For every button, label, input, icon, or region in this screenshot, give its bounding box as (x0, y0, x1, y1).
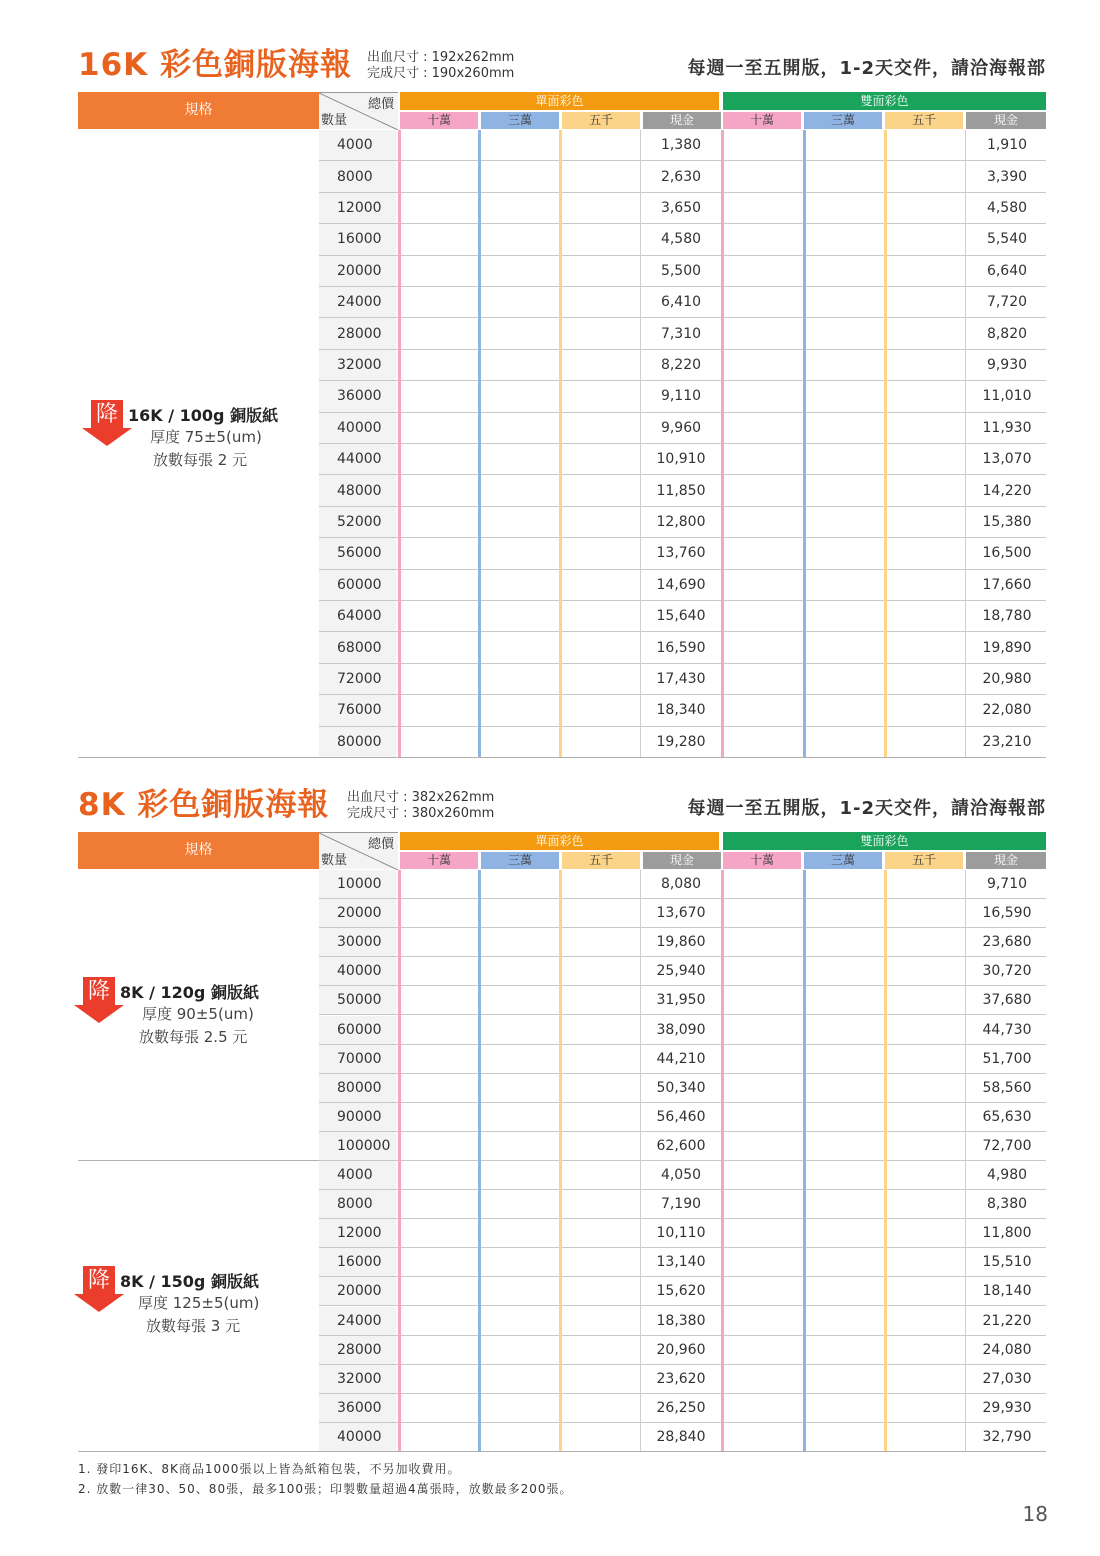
quantity-cell: 20000 (319, 899, 396, 927)
page-number: 18 (1022, 1502, 1048, 1526)
table-row (319, 1219, 1046, 1248)
quantity-cell: 76000 (319, 695, 396, 725)
quantity-cell: 10000 (319, 870, 396, 898)
payment-column-header: 現金 (643, 112, 721, 129)
quantity-cell: 12000 (319, 1219, 396, 1247)
double-cash-price: 58,560 (982, 1079, 1032, 1096)
column-divider (721, 130, 724, 758)
payment-column-header: 現金 (966, 852, 1046, 869)
quantity-cell: 68000 (319, 632, 396, 662)
single-cash-price: 6,410 (660, 294, 702, 311)
spec-column-header: 規格 (78, 832, 319, 869)
single-cash-price: 3,650 (660, 199, 702, 216)
paper-spec-label (74, 1266, 294, 1336)
double-cash-price: 20,980 (982, 670, 1032, 687)
table-row (319, 727, 1046, 758)
double-cash-price: 27,030 (982, 1370, 1032, 1387)
paper-name: 8K / 150g 銅版紙 (120, 1272, 259, 1291)
single-cash-price: 44,210 (656, 1050, 706, 1067)
single-cash-price: 2,630 (660, 168, 702, 185)
quantity-label: 數量 (321, 853, 348, 868)
overrun-fee: 放數每張 3 元 (146, 1317, 241, 1335)
column-divider (398, 130, 401, 758)
table-row (319, 1423, 1046, 1452)
double-cash-price: 8,820 (986, 325, 1028, 342)
payment-column-header: 十萬 (723, 112, 801, 129)
table-row (319, 538, 1046, 569)
quantity-cell: 100000 (319, 1132, 396, 1160)
double-cash-price: 37,680 (982, 992, 1032, 1009)
table-row (319, 413, 1046, 444)
column-divider (478, 130, 481, 758)
single-cash-price: 28,840 (656, 1428, 706, 1445)
double-cash-price: 23,680 (982, 934, 1032, 951)
quantity-cell: 80000 (319, 727, 396, 757)
single-cash-price: 26,250 (656, 1399, 706, 1416)
quantity-cell: 72000 (319, 664, 396, 694)
paper-name: 16K / 100g 銅版紙 (128, 406, 279, 425)
down-arrow-icon (74, 977, 124, 1023)
double-cash-price: 9,710 (986, 876, 1028, 893)
single-cash-price: 20,960 (656, 1341, 706, 1358)
table-row (319, 899, 1046, 928)
quantity-cell: 20000 (319, 256, 396, 286)
table-row (319, 570, 1046, 601)
bleed-size: 出血尺寸 : 192x262mm (367, 50, 515, 65)
table-row (319, 695, 1046, 726)
double-cash-price: 21,220 (982, 1312, 1032, 1329)
single-cash-price: 8,220 (660, 356, 702, 373)
column-divider (803, 130, 806, 758)
single-cash-price: 7,190 (660, 1196, 702, 1213)
single-cash-price: 25,940 (656, 963, 706, 980)
quantity-cell: 24000 (319, 287, 396, 317)
quantity-cell: 16000 (319, 1248, 396, 1276)
footnote-2: 2. 放數一律30、50、80張，最多100張；印製數量超過4萬張時，放數最多200張。 (78, 1482, 573, 1496)
single-side-color-header: 單面彩色 (400, 832, 719, 850)
section-header (78, 782, 1046, 826)
quantity-cell: 8000 (319, 161, 396, 191)
double-cash-price: 14,220 (982, 482, 1032, 499)
table-row (319, 1045, 1046, 1074)
table-bottom-border (78, 1451, 1046, 1452)
single-cash-price: 13,140 (656, 1254, 706, 1271)
column-divider (640, 870, 641, 1452)
quantity-cell: 30000 (319, 928, 396, 956)
quantity-cell: 60000 (319, 570, 396, 600)
double-cash-price: 23,210 (982, 733, 1032, 750)
price-drop-badge: 降 (87, 1268, 110, 1293)
quantity-cell: 56000 (319, 538, 396, 568)
section-title: 8K 彩色銅版海報 (78, 787, 330, 823)
quantity-cell: 40000 (319, 1423, 396, 1451)
single-cash-price: 4,580 (660, 231, 702, 248)
quantity-cell: 4000 (319, 130, 396, 160)
double-cash-price: 18,140 (982, 1283, 1032, 1300)
quantity-cell: 36000 (319, 1394, 396, 1422)
single-cash-price: 8,080 (660, 876, 702, 893)
table-row (319, 601, 1046, 632)
payment-column-header: 十萬 (400, 852, 478, 869)
single-cash-price: 62,600 (656, 1137, 706, 1154)
table-row (319, 444, 1046, 475)
quantity-cell: 48000 (319, 475, 396, 505)
table-row (319, 664, 1046, 695)
double-cash-price: 15,510 (982, 1254, 1032, 1271)
quantity-cell: 52000 (319, 507, 396, 537)
size-info (367, 50, 514, 82)
quantity-cell: 32000 (319, 1365, 396, 1393)
quantity-cell: 40000 (319, 413, 396, 443)
single-cash-price: 50,340 (656, 1079, 706, 1096)
table-row (319, 193, 1046, 224)
payment-column-header: 十萬 (723, 852, 801, 869)
table-bottom-border (78, 757, 1046, 758)
table-row (319, 1307, 1046, 1336)
finished-size: 完成尺寸 : 380x260mm (347, 806, 495, 821)
quantity-label: 數量 (321, 113, 348, 128)
table-row (319, 957, 1046, 986)
double-cash-price: 11,800 (982, 1225, 1032, 1242)
payment-column-header: 五千 (885, 852, 963, 869)
double-cash-price: 29,930 (982, 1399, 1032, 1416)
paper-thickness: 厚度 75±5(um) (150, 428, 262, 446)
single-cash-price: 15,620 (656, 1283, 706, 1300)
double-cash-price: 13,070 (982, 451, 1032, 468)
single-side-color-header: 單面彩色 (400, 92, 719, 110)
column-divider (478, 870, 481, 1452)
single-cash-price: 17,430 (656, 670, 706, 687)
column-divider (884, 130, 887, 758)
table-row (319, 507, 1046, 538)
double-cash-price: 4,980 (986, 1167, 1028, 1184)
table-row (319, 928, 1046, 957)
payment-column-header: 現金 (966, 112, 1046, 129)
payment-column-header: 五千 (562, 852, 640, 869)
single-cash-price: 16,590 (656, 639, 706, 656)
quantity-cell: 40000 (319, 957, 396, 985)
quantity-cell: 90000 (319, 1103, 396, 1131)
price-qty-corner-cell (319, 832, 398, 869)
quantity-cell: 16000 (319, 224, 396, 254)
single-cash-price: 14,690 (656, 576, 706, 593)
single-cash-price: 23,620 (656, 1370, 706, 1387)
double-side-color-header: 雙面彩色 (723, 92, 1046, 110)
double-cash-price: 6,640 (986, 262, 1028, 279)
table-header (78, 832, 1046, 870)
double-cash-price: 51,700 (982, 1050, 1032, 1067)
double-cash-price: 9,930 (986, 356, 1028, 373)
payment-column-header: 三萬 (804, 112, 882, 129)
finished-size: 完成尺寸 : 190x260mm (367, 66, 515, 81)
single-cash-price: 18,340 (656, 702, 706, 719)
table-row (319, 1190, 1046, 1219)
price-qty-corner-cell (319, 92, 398, 129)
bleed-size: 出血尺寸 : 382x262mm (347, 790, 495, 805)
table-row (319, 1016, 1046, 1045)
payment-column-header: 十萬 (400, 112, 478, 129)
overrun-fee: 放數每張 2.5 元 (139, 1028, 248, 1046)
paper-name: 8K / 120g 銅版紙 (120, 983, 259, 1002)
double-cash-price: 7,720 (986, 294, 1028, 311)
quantity-cell: 44000 (319, 444, 396, 474)
quantity-cell: 20000 (319, 1277, 396, 1305)
single-cash-price: 18,380 (656, 1312, 706, 1329)
single-cash-price: 31,950 (656, 992, 706, 1009)
single-cash-price: 19,280 (656, 733, 706, 750)
quantity-cell: 80000 (319, 1074, 396, 1102)
single-cash-price: 11,850 (656, 482, 706, 499)
column-divider (884, 870, 887, 1452)
table-row (319, 1365, 1046, 1394)
quantity-cell: 12000 (319, 193, 396, 223)
footnote-1: 1. 發印16K、8K商品1000張以上皆為紙箱包裝，不另加收費用。 (78, 1462, 461, 1476)
schedule-notice: 每週一至五開版，1-2天交件，請洽海報部 (687, 58, 1046, 79)
single-cash-price: 7,310 (660, 325, 702, 342)
double-cash-price: 4,580 (986, 199, 1028, 216)
single-cash-price: 9,960 (660, 419, 702, 436)
column-divider (803, 870, 806, 1452)
quantity-cell: 28000 (319, 1336, 396, 1364)
single-cash-price: 19,860 (656, 934, 706, 951)
double-cash-price: 16,590 (982, 905, 1032, 922)
schedule-notice: 每週一至五開版，1-2天交件，請洽海報部 (687, 798, 1046, 819)
paper-spec (78, 130, 319, 758)
table-row (319, 1248, 1046, 1277)
table-row (319, 224, 1046, 255)
table-row (319, 350, 1046, 381)
column-divider (965, 870, 966, 1452)
double-cash-price: 32,790 (982, 1428, 1032, 1445)
single-cash-price: 38,090 (656, 1021, 706, 1038)
single-cash-price: 1,380 (660, 137, 702, 154)
single-cash-price: 9,110 (660, 388, 702, 405)
price-table-8k (78, 832, 1046, 1452)
column-divider (398, 870, 401, 1452)
down-arrow-icon (82, 400, 132, 446)
table-row (319, 1103, 1046, 1132)
payment-column-header: 三萬 (481, 112, 559, 129)
quantity-cell: 36000 (319, 381, 396, 411)
quantity-cell: 8000 (319, 1190, 396, 1218)
single-cash-price: 13,670 (656, 905, 706, 922)
column-divider (640, 130, 641, 758)
down-arrow-icon (74, 1266, 124, 1312)
column-divider (965, 130, 966, 758)
quantity-cell: 60000 (319, 1016, 396, 1044)
table-row (319, 256, 1046, 287)
quantity-cell: 50000 (319, 986, 396, 1014)
payment-column-header: 三萬 (481, 852, 559, 869)
quantity-cell: 64000 (319, 601, 396, 631)
double-cash-price: 72,700 (982, 1137, 1032, 1154)
total-price-label: 總價 (367, 97, 394, 112)
column-divider (559, 130, 562, 758)
table-row (319, 130, 1046, 161)
paper-thickness: 厚度 125±5(um) (138, 1294, 260, 1312)
single-cash-price: 10,110 (656, 1225, 706, 1242)
table-row (319, 1132, 1046, 1161)
section-title: 16K 彩色銅版海報 (78, 47, 352, 83)
table-row (319, 1336, 1046, 1365)
single-cash-price: 12,800 (656, 513, 706, 530)
quantity-cell: 70000 (319, 1045, 396, 1073)
quantity-cell: 28000 (319, 318, 396, 348)
double-side-color-header: 雙面彩色 (723, 832, 1046, 850)
single-cash-price: 4,050 (660, 1167, 702, 1184)
single-cash-price: 13,760 (656, 545, 706, 562)
table-row (319, 986, 1046, 1015)
double-cash-price: 24,080 (982, 1341, 1032, 1358)
total-price-label: 總價 (367, 837, 394, 852)
payment-column-header: 五千 (562, 112, 640, 129)
table-row (319, 1074, 1046, 1103)
table-row (319, 1394, 1046, 1423)
double-cash-price: 19,890 (982, 639, 1032, 656)
double-cash-price: 17,660 (982, 576, 1032, 593)
double-cash-price: 65,630 (982, 1108, 1032, 1125)
price-drop-badge: 降 (95, 402, 118, 427)
table-row (319, 161, 1046, 192)
table-row (319, 475, 1046, 506)
column-divider (559, 870, 562, 1452)
double-cash-price: 5,540 (986, 231, 1028, 248)
paper-spec-label (82, 400, 302, 470)
payment-column-header: 五千 (885, 112, 963, 129)
footnotes (78, 1459, 573, 1499)
price-drop-badge: 降 (87, 979, 110, 1004)
section-8k-poster (78, 782, 1046, 1452)
paper-spec (78, 870, 319, 1161)
price-table-16k (78, 92, 1046, 758)
payment-column-header: 現金 (643, 852, 721, 869)
paper-spec (78, 1161, 319, 1452)
double-cash-price: 22,080 (982, 702, 1032, 719)
double-cash-price: 11,010 (982, 388, 1032, 405)
table-row (319, 1161, 1046, 1190)
table-row (319, 318, 1046, 349)
overrun-fee: 放數每張 2 元 (153, 451, 248, 469)
section-16k-poster (78, 42, 1046, 758)
double-cash-price: 1,910 (986, 137, 1028, 154)
table-row (319, 870, 1046, 899)
payment-column-header: 三萬 (804, 852, 882, 869)
double-cash-price: 8,380 (986, 1196, 1028, 1213)
size-info (347, 790, 494, 822)
paper-spec-label (74, 977, 294, 1047)
quantity-cell: 4000 (319, 1161, 396, 1189)
spec-column-header: 規格 (78, 92, 319, 129)
column-divider (721, 870, 724, 1452)
double-cash-price: 18,780 (982, 608, 1032, 625)
single-cash-price: 56,460 (656, 1108, 706, 1125)
single-cash-price: 10,910 (656, 451, 706, 468)
table-row (319, 1277, 1046, 1306)
table-row (319, 287, 1046, 318)
single-cash-price: 15,640 (656, 608, 706, 625)
quantity-cell: 32000 (319, 350, 396, 380)
double-cash-price: 16,500 (982, 545, 1032, 562)
table-header (78, 92, 1046, 130)
double-cash-price: 3,390 (986, 168, 1028, 185)
single-cash-price: 5,500 (660, 262, 702, 279)
double-cash-price: 11,930 (982, 419, 1032, 436)
paper-thickness: 厚度 90±5(um) (142, 1005, 254, 1023)
double-cash-price: 44,730 (982, 1021, 1032, 1038)
table-row (319, 632, 1046, 663)
quantity-cell: 24000 (319, 1307, 396, 1335)
double-cash-price: 30,720 (982, 963, 1032, 980)
section-header (78, 42, 1046, 86)
table-row (319, 381, 1046, 412)
double-cash-price: 15,380 (982, 513, 1032, 530)
